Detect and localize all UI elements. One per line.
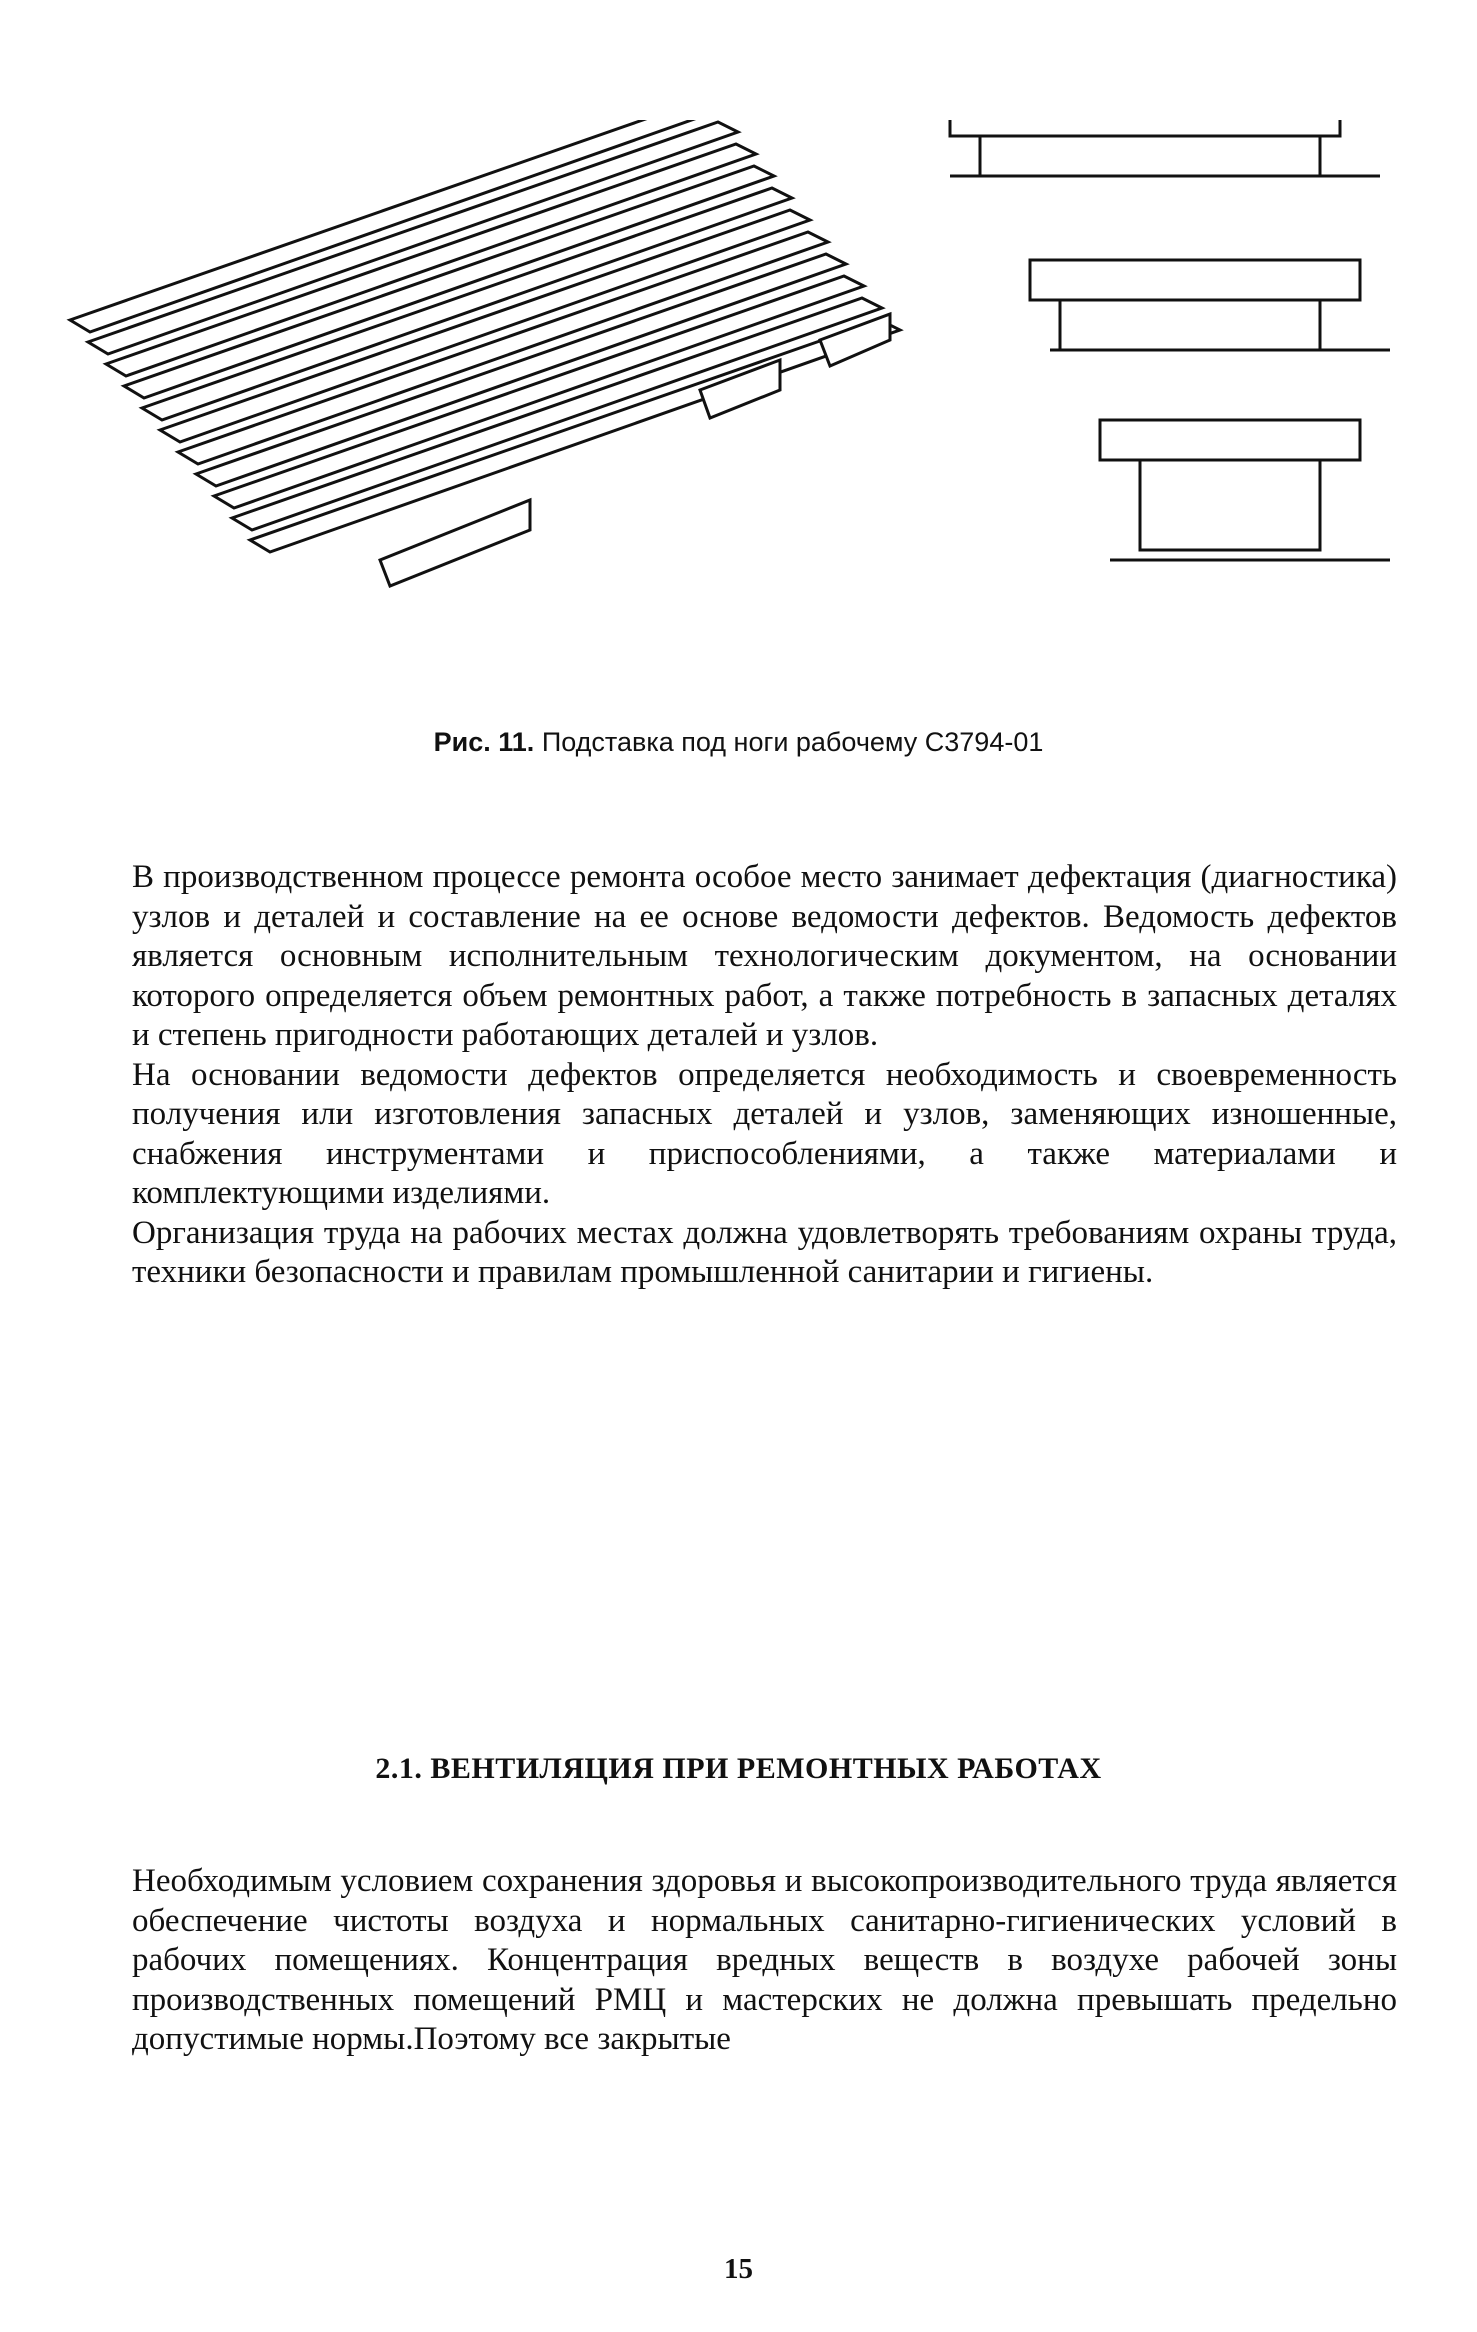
figure-caption [0, 727, 1477, 758]
section-detail-3 [1100, 420, 1390, 560]
figure-illustration [60, 120, 1420, 640]
slats-group [70, 120, 900, 552]
section-detail-1 [950, 120, 1380, 176]
section-text [132, 1862, 1397, 2060]
intro-text [132, 858, 1397, 1293]
paragraph: На основании ведомости дефектов определяется необходимость и своевременность получения или изготовления запасных деталей и узлов, заменяющих изношенные, снабжения инструментами и приспособлениями, а также материалами и комплектующими изделиями. [132, 1056, 1397, 1211]
caption-text: Подставка под ноги рабочему С3794-01 [541, 727, 1044, 757]
paragraph: Организация труда на рабочих местах должна удовлетворять требованиям охраны труда, техники безопасности и правилам промышленной санитарии и гигиены. [132, 1214, 1397, 1290]
paragraph: В производственном процессе ремонта особое место занимает дефектация (диагностика) узлов и деталей и составление на ее основе ведомости дефектов. Ведомость дефектов является основным исполнительным технологическим документом, на основании которого определяется объем ремонтных работ, а также потребность в запасных деталях и степень пригодности работающих деталей и узлов. [132, 859, 1397, 1053]
footrest-drawing [60, 120, 1420, 640]
caption-number: Рис. 11. [433, 727, 535, 757]
section-heading: 2.1. ВЕНТИЛЯЦИЯ ПРИ РЕМОНТНЫХ РАБОТАХ [375, 1752, 1102, 1785]
section-detail-2 [1030, 260, 1390, 350]
page-number: 15 [724, 2253, 753, 2285]
paragraph: Необходимым условием сохранения здоровья и высокопроизводительного труда является обеспечение чистоты воздуха и нормальных санитарно-гигиенических условий в рабочих помещениях. Концентрация вредных веществ в воздухе рабочей зоны производственных помещений РМЦ и мастерских не должна превышать предельно допустимые нормы.Поэтому все закрытые [132, 1863, 1397, 2057]
